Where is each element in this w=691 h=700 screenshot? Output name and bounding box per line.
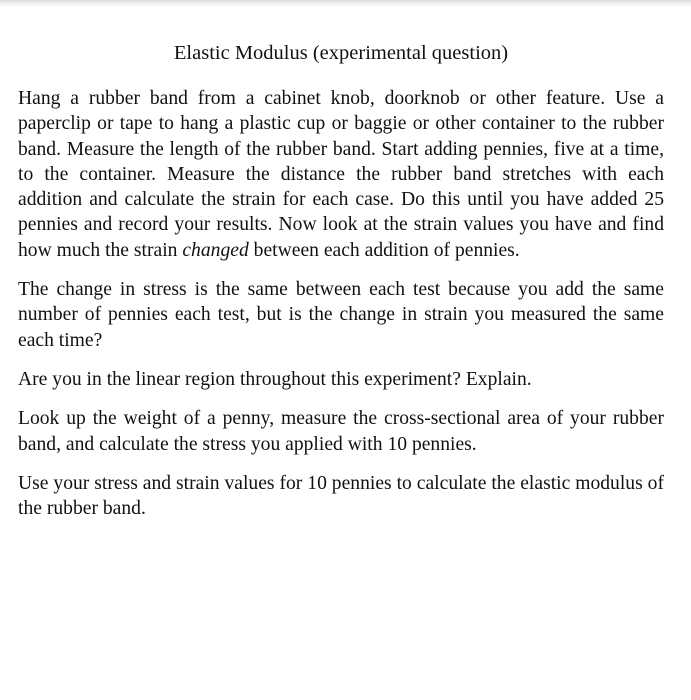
paragraph-stress-question: The change in stress is the same between each test because you add the same number of pennies each test, but is the change in strain you measured the same each time?: [18, 279, 664, 351]
paragraph-linear-region: Are you in the linear region throughout this experiment? Explain.: [18, 368, 532, 390]
document-title: Elastic Modulus (experimental question): [173, 42, 509, 64]
document-page: [18, 40, 664, 535]
paragraph-instructions-tail: between each addition of pennies.: [253, 239, 520, 261]
paragraph-elastic-modulus: Use your stress and strain values for 10 pennies to calculate the elastic modulus of the rubber band.: [18, 472, 664, 520]
paragraph-penny-weight: Look up the weight of a penny, measure the cross-sectional area of your rubber band, and calculate the stress you applied with 10 pennies.: [18, 408, 664, 455]
top-shadow: [0, 0, 691, 8]
paragraph-instructions: [18, 86, 664, 263]
emphasis-changed: changed: [182, 239, 249, 261]
paragraph-instructions-text: Hang a rubber band from a cabinet knob, doorknob or other feature. Use a paperclip or tape to hang a plastic cup or baggie or other container to the rubber band. Measure the length of the rubber band. Start adding pennies, five at a time, to the container. Measure the distance the rubber band stretches with each addition and calculate the strain for each case. Do this until you have added 25 pennies and record your results. Now look at the strain values you have and find how much the strain: [18, 88, 664, 261]
